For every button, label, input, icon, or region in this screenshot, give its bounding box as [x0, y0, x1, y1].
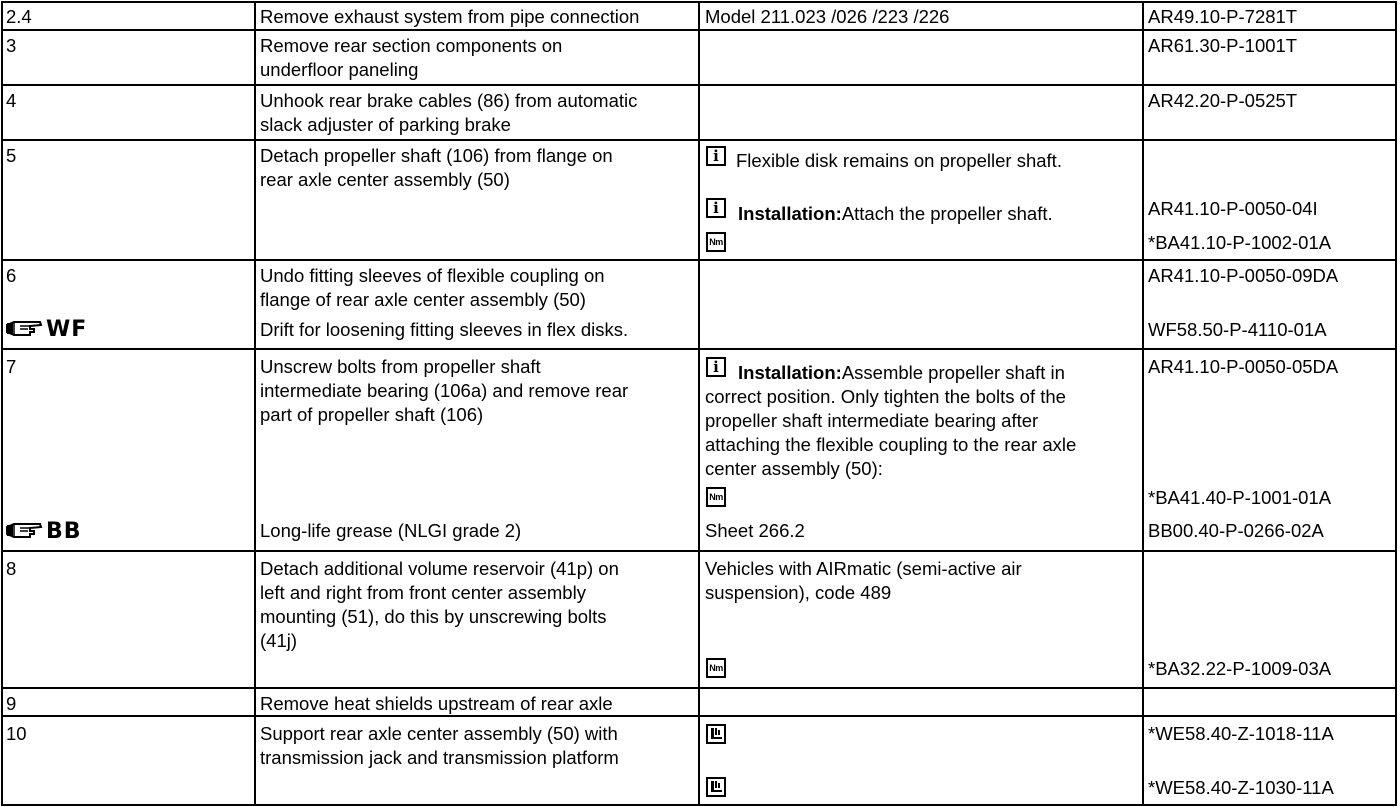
- step-number: 6: [6, 265, 17, 286]
- step-note: suspension), code 489: [705, 582, 892, 603]
- step-action: Detach propeller shaft (106) from flange on: [260, 145, 613, 166]
- step-action: slack adjuster of parking brake: [260, 114, 511, 135]
- installation-note: [738, 202, 1053, 226]
- step-action: Detach additional volume reservoir (41p) on: [260, 558, 619, 579]
- installation-text: Assemble propeller shaft in: [841, 362, 1065, 383]
- workshop-equipment-icon[interactable]: [706, 724, 726, 744]
- step-number: 9: [6, 693, 17, 714]
- document-reference[interactable]: AR41.10-P-0050-05DA: [1148, 356, 1339, 377]
- pointing-hand-icon: [6, 521, 44, 541]
- table-rule: [1142, 1, 1144, 806]
- document-reference[interactable]: *BA41.10-P-1002-01A: [1148, 232, 1332, 253]
- installation-text: propeller shaft intermediate bearing after: [705, 410, 1039, 431]
- torque-icon[interactable]: Nm: [706, 232, 726, 252]
- step-action: Remove rear section components on: [260, 35, 563, 56]
- step-note: Flexible disk remains on propeller shaft.: [736, 150, 1062, 171]
- installation-text: correct position. Only tighten the bolts of the: [705, 386, 1066, 407]
- installation-label: Installation:: [738, 203, 842, 224]
- document-reference[interactable]: AR61.30-P-1001T: [1148, 35, 1298, 56]
- step-action: part of propeller shaft (106): [260, 404, 484, 425]
- info-icon: i: [706, 198, 726, 218]
- installation-note: [738, 361, 1065, 385]
- step-note: Vehicles with AIRmatic (semi-active air: [705, 558, 1022, 579]
- step-action: rear axle center assembly (50): [260, 169, 510, 190]
- document-reference[interactable]: *BA41.40-P-1001-01A: [1148, 487, 1332, 508]
- document-reference[interactable]: *WE58.40-Z-1018-11A: [1148, 723, 1334, 744]
- step-number: 10: [6, 723, 27, 744]
- workshop-equipment-icon: [708, 779, 724, 795]
- step-action: Unhook rear brake cables (86) from automatic: [260, 90, 638, 111]
- document-reference[interactable]: WF58.50-P-4110-01A: [1148, 319, 1327, 340]
- step-number: 7: [6, 356, 17, 377]
- document-reference[interactable]: BB00.40-P-0266-02A: [1148, 520, 1324, 541]
- consumable-description: Long-life grease (NLGI grade 2): [260, 520, 522, 541]
- installation-text: Attach the propeller shaft.: [841, 203, 1053, 224]
- step-action: Undo fitting sleeves of flexible coupling on: [260, 265, 605, 286]
- step-number: 2.4: [6, 6, 32, 27]
- installation-text: attaching the flexible coupling to the rear axle: [705, 434, 1077, 455]
- document-reference[interactable]: *WE58.40-Z-1030-11A: [1148, 777, 1334, 798]
- step-action: transmission jack and transmission platform: [260, 747, 619, 768]
- document-reference[interactable]: AR41.10-P-0050-04I: [1148, 198, 1318, 219]
- step-action: Remove heat shields upstream of rear axle: [260, 693, 613, 714]
- table-rule: [1, 1, 3, 806]
- installation-text: center assembly (50):: [705, 458, 883, 479]
- step-note: Model 211.023 /026 /223 /226: [705, 6, 950, 27]
- workshop-tool-indicator: [6, 315, 87, 343]
- table-rule: [1395, 1, 1397, 806]
- step-action: intermediate bearing (106a) and remove rear: [260, 380, 629, 401]
- consumable-code: BB: [46, 518, 82, 544]
- torque-icon[interactable]: Nm: [706, 487, 726, 507]
- step-action: Unscrew bolts from propeller shaft: [260, 356, 541, 377]
- step-action: Remove exhaust system from pipe connection: [260, 6, 640, 27]
- workshop-equipment-icon[interactable]: [706, 777, 726, 797]
- table-rule: [698, 1, 700, 806]
- tool-code: WF: [46, 316, 88, 342]
- step-number: 5: [6, 145, 17, 166]
- step-action: left and right from front center assembly: [260, 582, 586, 603]
- step-action: mounting (51), do this by unscrewing bolts: [260, 606, 607, 627]
- workshop-equipment-icon: [708, 726, 724, 742]
- document-reference[interactable]: AR42.20-P-0525T: [1148, 90, 1298, 111]
- installation-label: Installation:: [738, 362, 842, 383]
- step-action: (41j): [260, 630, 298, 651]
- document-reference[interactable]: AR41.10-P-0050-09DA: [1148, 265, 1339, 286]
- pointing-hand-icon: [6, 319, 44, 339]
- sheet-reference: Sheet 266.2: [705, 520, 805, 541]
- step-action: Support rear axle center assembly (50) with: [260, 723, 618, 744]
- step-action: flange of rear axle center assembly (50): [260, 289, 586, 310]
- tool-description: Drift for loosening fitting sleeves in flex disks.: [260, 319, 629, 340]
- step-number: 4: [6, 90, 17, 111]
- info-icon: i: [706, 146, 726, 166]
- document-reference[interactable]: AR49.10-P-7281T: [1148, 6, 1298, 27]
- info-icon: i: [706, 357, 726, 377]
- document-reference[interactable]: *BA32.22-P-1009-03A: [1148, 658, 1332, 679]
- table-rule: [254, 1, 256, 806]
- consumable-indicator: [6, 517, 82, 545]
- step-number: 3: [6, 35, 17, 56]
- step-number: 8: [6, 558, 17, 579]
- step-action: underfloor paneling: [260, 59, 419, 80]
- torque-icon[interactable]: Nm: [706, 658, 726, 678]
